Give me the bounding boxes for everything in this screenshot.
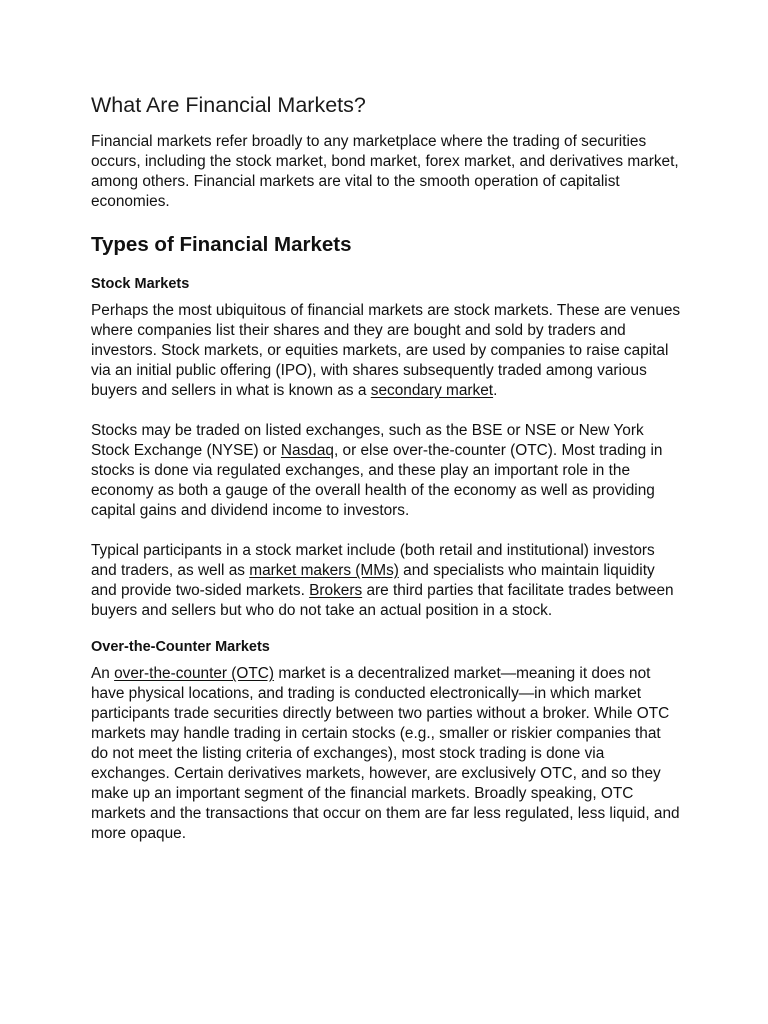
stock-p1-end: . xyxy=(493,382,498,399)
stock-p3-text: Typical participants in a stock market include (both retail and institutional) investors and traders, as well as xyxy=(91,542,655,579)
intro-paragraph xyxy=(91,132,681,212)
document-page xyxy=(91,92,681,844)
stock-markets-heading: Stock Markets xyxy=(91,276,190,292)
secondary-market-link[interactable]: secondary market xyxy=(370,382,494,399)
section-title: Types of Financial Markets xyxy=(91,233,352,256)
nasdaq-link[interactable]: Nasdaq xyxy=(280,442,334,459)
stock-p2-end: , or else over-the-counter (OTC). Most trading in stocks is done via regulated exchanges, and these play an important role in the economy as both a gauge of the overall health of the economy as well as providing capital gains and dividend income to investors. xyxy=(91,442,663,519)
otc-link[interactable]: over-the-counter (OTC) xyxy=(114,665,275,682)
intro-text: Financial markets refer broadly to any marketplace where the trading of securities occurs, including the stock market, bond market, forex market, and derivatives market, among others. Financial markets are vital to the smooth operation of capitalist economies. xyxy=(91,133,679,210)
stock-p2-text: Stocks may be traded on listed exchanges, such as the BSE or NSE or New York Stock Exchange (NYSE) or xyxy=(91,422,644,459)
brokers-link[interactable]: Brokers xyxy=(309,582,363,599)
stock-paragraph-2 xyxy=(91,421,681,521)
stock-paragraph-3 xyxy=(91,541,681,621)
stock-paragraph-1 xyxy=(91,301,681,401)
page-title: What Are Financial Markets? xyxy=(91,93,366,117)
stock-p3-end: are third parties that facilitate trades between buyers and sellers but who do not take an actual position in a stock. xyxy=(91,582,674,619)
otc-p1-start: An xyxy=(91,665,115,682)
otc-paragraph-1 xyxy=(91,664,681,844)
stock-p1-text: Perhaps the most ubiquitous of financial markets are stock markets. These are venues where companies list their shares and they are bought and sold by traders and investors. Stock markets, or equities markets, are used by companies to raise capital via an initial public offering (IPO), with shares subsequently traded among various buyers and sellers in what is known as a xyxy=(91,302,681,399)
otc-markets-heading: Over-the-Counter Markets xyxy=(91,639,270,655)
otc-p1-text: market is a decentralized market—meaning it does not have physical locations, and trading is conducted electronically—in which market participants trade securities directly between two parties without a broker. While OTC markets may handle trading in certain stocks (e.g., smaller or riskier companies that do not meet the listing criteria of exchanges), most stock trading is done via exchanges. Certain derivatives markets, however, are exclusively OTC, and so they make up an important segment of the financial markets. Broadly speaking, OTC markets and the transactions that occur on them are far less regulated, less liquid, and more opaque. xyxy=(91,665,680,842)
stock-p3-mid: and specialists who maintain liquidity and provide two-sided markets. xyxy=(91,562,655,599)
market-makers-link[interactable]: market makers (MMs) xyxy=(249,562,399,579)
